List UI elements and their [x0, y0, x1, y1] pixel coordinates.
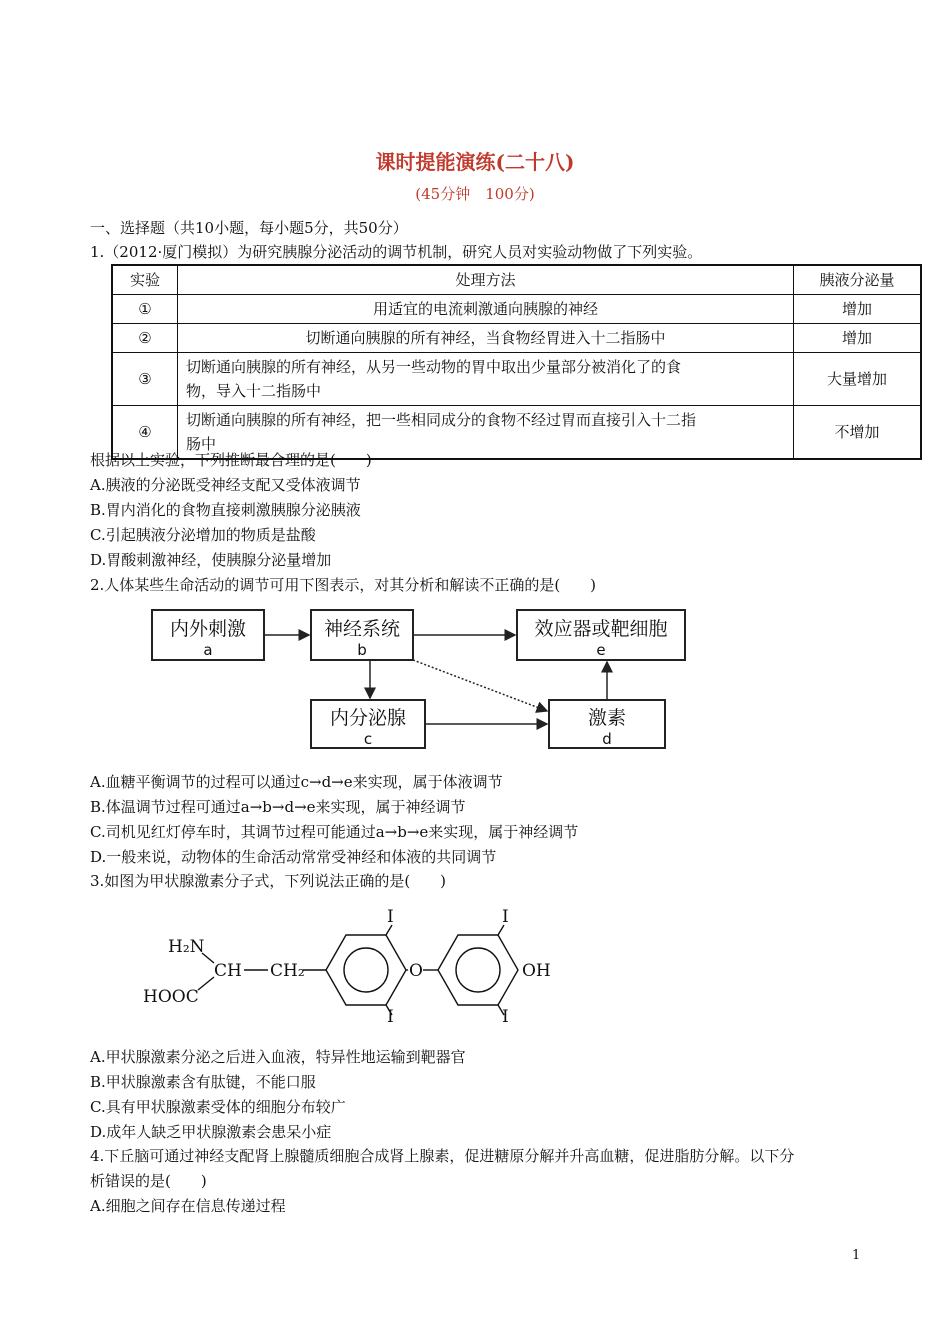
table-row: [112, 353, 921, 406]
method-line: 切断通向胰腺的所有神经，从另一些动物的胃中取出少量部分被消化了的食: [186, 358, 682, 376]
section-heading: 一、选择题（共10小题，每小题5分，共50分）: [90, 219, 408, 237]
page-subtitle: (45分钟 100分): [415, 185, 535, 203]
box-c-label: 内分泌腺: [329, 707, 407, 729]
table-cell: 不增加: [794, 406, 922, 460]
table-header: 胰液分泌量: [794, 265, 922, 295]
table-row: [112, 324, 921, 353]
q2-option-a: A.血糖平衡调节的过程可以通过c→d→e来实现，属于体液调节: [90, 773, 503, 791]
formula-oh: OH: [522, 961, 551, 981]
method-line: 肠中: [186, 435, 217, 453]
table-cell: [178, 353, 794, 406]
box-a-label: 内外刺激: [169, 618, 247, 640]
benzene-ring-2: [438, 935, 518, 1005]
table-cell: ④: [112, 406, 178, 460]
q3-stem: 3.如图为甲状腺激素分子式，下列说法正确的是( ): [90, 872, 447, 890]
box-e-letter: e: [596, 641, 606, 659]
bond: [498, 925, 504, 935]
q3-option-b: B.甲状腺激素含有肽键，不能口服: [90, 1073, 316, 1091]
box-a-letter: a: [203, 641, 213, 659]
box-d-letter: d: [602, 730, 612, 748]
q1-option-a: A.胰液的分泌既受神经支配又受体液调节: [90, 476, 361, 494]
q4-stem-line: 析错误的是( ): [90, 1172, 207, 1190]
formula-iodine: I: [502, 907, 509, 927]
table-header-row: [112, 265, 921, 295]
table-cell: 大量增加: [794, 353, 922, 406]
formula-iodine: I: [387, 1007, 394, 1027]
table-cell: ①: [112, 295, 178, 324]
regulation-flow-diagram: [140, 605, 700, 755]
page-title: 课时提能演练(二十八): [375, 150, 575, 174]
table-cell: 增加: [794, 324, 922, 353]
table-cell: 用适宜的电流刺激通向胰腺的神经: [178, 295, 794, 324]
page-number: 1: [852, 1248, 861, 1263]
formula-ch: CH: [214, 961, 242, 981]
q1-option-b: B.胃内消化的食物直接刺激胰腺分泌胰液: [90, 501, 361, 519]
table-cell: ③: [112, 353, 178, 406]
box-b-label: 神经系统: [323, 618, 401, 640]
box-d-label: 激素: [587, 707, 627, 729]
q1-question: 根据以上实验，下列推断最合理的是( ): [90, 451, 372, 469]
bond: [202, 953, 214, 963]
formula-ch2: CH₂: [270, 961, 305, 981]
q4-option-a: A.细胞之间存在信息传递过程: [90, 1197, 286, 1215]
q1-option-d: D.胃酸刺激神经，使胰腺分泌量增加: [90, 551, 332, 569]
ring-circle: [344, 948, 388, 992]
q3-option-a: A.甲状腺激素分泌之后进入血液，特异性地运输到靶器官: [90, 1048, 466, 1066]
formula-o: O: [409, 961, 423, 981]
table-row: [112, 295, 921, 324]
q2-option-d: D.一般来说，动物体的生命活动常常受神经和体液的共同调节: [90, 848, 497, 866]
q3-option-d: D.成年人缺乏甲状腺激素会患呆小症: [90, 1123, 332, 1141]
box-e-label: 效应器或靶细胞: [534, 618, 668, 640]
arrow-b-d-dotted: [413, 660, 547, 711]
formula-iodine: I: [387, 907, 394, 927]
q1-option-c: C.引起胰液分泌增加的物质是盐酸: [90, 526, 316, 544]
ring-circle: [456, 948, 500, 992]
q2-option-c: C.司机见红灯停车时，其调节过程可能通过a→b→e来实现，属于神经调节: [90, 823, 579, 841]
q1-stem: 1.（2012·厦门模拟）为研究胰腺分泌活动的调节机制，研究人员对实验动物做了下列实验。: [90, 243, 703, 261]
q2-option-b: B.体温调节过程可通过a→b→d→e来实现，属于神经调节: [90, 798, 466, 816]
formula-hooc: HOOC: [143, 987, 199, 1007]
thyroid-hormone-structure: [140, 905, 580, 1030]
experiment-table: [111, 264, 922, 460]
formula-iodine: I: [502, 1007, 509, 1027]
method-line: 物，导入十二指肠中: [186, 382, 322, 400]
box-c-letter: c: [363, 730, 373, 748]
table-header: 实验: [112, 265, 178, 295]
method-line: 切断通向胰腺的所有神经，把一些相同成分的食物不经过胃而直接引入十二指: [186, 411, 697, 429]
q2-stem: 2.人体某些生命活动的调节可用下图表示，对其分析和解读不正确的是( ): [90, 576, 597, 594]
bond: [198, 977, 214, 990]
q4-stem-line: 4.下丘脑可通过神经支配肾上腺髓质细胞合成肾上腺素，促进糖原分解并升高血糖，促进脂肪分解。以下分: [90, 1147, 795, 1165]
table-cell: 增加: [794, 295, 922, 324]
formula-h2n: H₂N: [168, 937, 205, 957]
benzene-ring-1: [326, 935, 406, 1005]
table-cell: ②: [112, 324, 178, 353]
box-b-letter: b: [357, 641, 367, 659]
table-cell: 切断通向胰腺的所有神经，当食物经胃进入十二指肠中: [178, 324, 794, 353]
q3-option-c: C.具有甲状腺激素受体的细胞分布较广: [90, 1098, 346, 1116]
table-header: 处理方法: [178, 265, 794, 295]
